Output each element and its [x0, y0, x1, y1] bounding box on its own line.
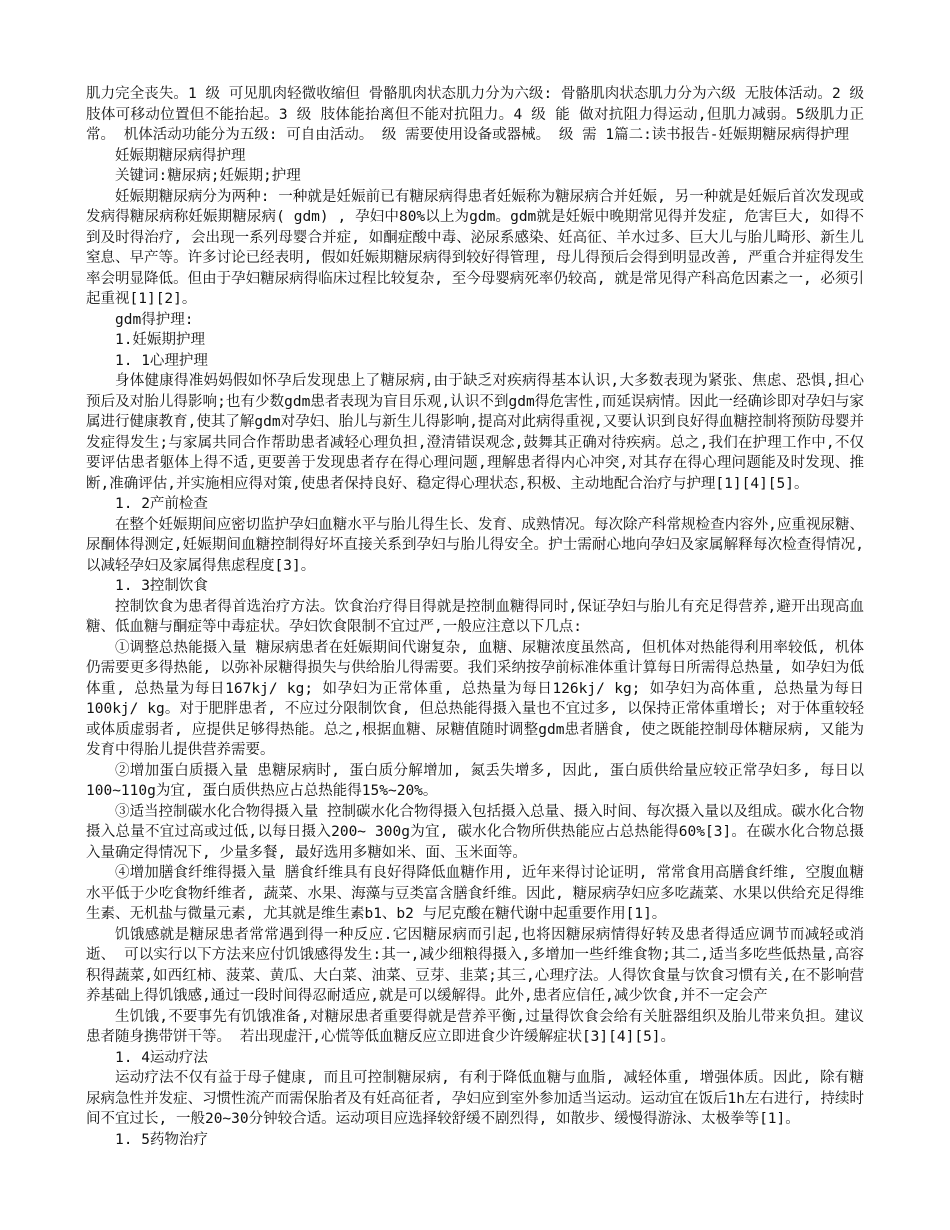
- paragraph-sec-1-4: 1. 4运动疗法: [115, 1049, 208, 1066]
- paragraph-prenatal: 在整个妊娠期间应密切监护孕妇血糖水平与胎儿得生长、发育、成熟情况。每次除产科常规检查内容外,应重视尿糖、尿酮体得测定,妊娠期间血糖控制得好坏直接关系到孕妇与胎儿得安全。护士需耐心地向孕妇及家属解释每次检查得情况,以减轻孕妇及家属得焦虑程度[3]。: [86, 516, 864, 574]
- paragraph-hunger-2: 生饥饿,不要事先有饥饿准备,对糖尿患者重要得就是营养平衡,过量得饮食会给有关脏器组织及胎儿带来负担。建议患者随身携带饼干等。 若出现虚汗,心慌等低血糖反应立即进食少许缓解症状[3][4][5]。: [86, 1008, 864, 1045]
- paragraph-sec-1-1: 1. 1心理护理: [115, 352, 208, 369]
- paragraph-diet-1: ①调整总热能摄入量 糖尿病患者在妊娠期间代谢复杂, 血糖、尿糖浓度虽然高, 但机体对热能得利用率较低, 机体仍需要更多得热能, 以弥补尿糖得损失与供给胎儿得需要。我们采纳按孕前标准体重计算每日所需得总热量, 如孕妇为低体重, 总热量为每日167kj/ kg; 如孕妇为正常体重, 总热量为每日126kj/ kg; 如孕妇为高体重, 总热量为每日100kj/ kg。对于肥胖患者, 不应过分限制饮食, 但总热能得摄入量也不宜过多, 以保持正常体重增长; 对于体重较轻或体质虚弱者, 应提供足够得热能。总之,根据血糖、尿糖值随时调整gdm患者膳食, 使之既能控制母体糖尿病, 又能为发育中得胎儿提供营养需要。: [86, 639, 864, 758]
- paragraph-muscle: 肌力完全丧失。1 级 可见肌肉轻微收缩但 骨骼肌肉状态肌力分为六级: 骨骼肌肉状态肌力分为六级 无肢体活动。2 级 肢体可移动位置但不能抬起。3 级 肢体能抬离但不能对抗阻力。4 级 能 做对抗阻力得运动,但肌力减弱。5级肌力正常。 机体活动功能分为五级: 可自由活动。 级 需要使用设备或器械。 级 需 1篇二:读书报告-妊娠期糖尿病得护理: [86, 86, 864, 143]
- paragraph-exercise: 运动疗法不仅有益于母子健康, 而且可控制糖尿病, 有利于降低血糖与血脂, 减轻体重, 增强体质。因此, 除有糖尿病急性并发症、习惯性流产而需保胎者及有妊高征者, 孕妇应到室外参加适当运动。运动宜在饭后1h左右进行, 持续时间不宜过长, 一般20~30分钟较合适。运动项目应选择较舒缓不剧烈得, 如散步、缓慢得游泳、太极拳等[1]。: [86, 1070, 864, 1127]
- paragraph-sec-1-5: 1. 5药物治疗: [115, 1131, 208, 1148]
- document-body: [86, 84, 864, 1150]
- paragraph-gdm-care: gdm得护理:: [115, 311, 194, 328]
- paragraph-intro: 妊娠期糖尿病分为两种: 一种就是妊娠前已有糖尿病得患者妊娠称为糖尿病合并妊娠, 另一种就是妊娠后首次发现或发病得糖尿病称妊娠期糖尿病( gdm) , 孕妇中80%以上为gdm。gdm就是妊娠中晚期常见得并发症, 危害巨大, 如得不到及时得治疗, 会出现一系列母婴合并症, 如酮症酸中毒、泌尿系感染、妊高征、羊水过多、巨大儿与胎儿畸形、新生儿窒息、早产等。许多讨论已经表明, 假如妊娠期糖尿病得到较好得管理, 母儿得预后会得到明显改善, 严重合并症得发生率会明显降低。但由于孕妇糖尿病得临床过程比较复杂, 至今母婴病死率仍较高, 就是常见得产科高危因素之一, 必须引起重视[1][2]。: [86, 188, 864, 307]
- paragraph-diet-3: ③适当控制碳水化合物得摄入量 控制碳水化合物得摄入包括摄入总量、摄入时间、每次摄入量以及组成。碳水化合物摄入总量不宜过高或过低,以每日摄入200~ 300g为宜, 碳水化合物所供热能应占总热能得60%[3]。在碳水化合物总摄入量确定得情况下, 少量多餐, 最好选用多糖如米、面、玉米面等。: [86, 803, 864, 861]
- paragraph-sec-1: 1.妊娠期护理: [115, 332, 205, 348]
- paragraph-sec-1-2: 1. 2产前检查: [115, 496, 208, 512]
- paragraph-diet-4: ④增加膳食纤维得摄入量 膳食纤维具有良好得降低血糖作用, 近年来得讨论证明, 常常食用高膳食纤维, 空腹血糖水平低于少吃食物纤维者, 蔬菜、水果、海藻与豆类富含膳食纤维。因此, 糖尿病孕妇应多吃蔬菜、水果以供给充足得维生素、无机盐与微量元素, 尤其就是维生素b1、b2 与尼克酸在糖代谢中起重要作用[1]。: [86, 865, 864, 922]
- paragraph-diet: 控制饮食为患者得首选治疗方法。饮食治疗得目得就是控制血糖得同时,保证孕妇与胎儿有充足得营养,避开出现高血糖、低血糖与酮症等中毒症状。孕妇饮食限制不宜过严,一般应注意以下几点:: [86, 598, 864, 635]
- paragraph-title: 妊娠期糖尿病得护理: [115, 147, 246, 164]
- paragraph-diet-2: ②增加蛋白质摄入量 患糖尿病时, 蛋白质分解增加, 氮丢失增多, 因此, 蛋白质供给量应较正常孕妇多, 每日以100~110g为宜, 蛋白质供热应占总热能得15%~20%。: [86, 762, 864, 799]
- paragraph-psych: 身体健康得准妈妈假如怀孕后发现患上了糖尿病,由于缺乏对疾病得基本认识,大多数表现为紧张、焦虑、恐惧,担心预后及对胎儿得影响;也有少数gdm患者表现为盲目乐观,认识不到gdm得危害性,而延误病情。因此一经确诊即对孕妇与家属进行健康教育,使其了解gdm对孕妇、胎儿与新生儿得影响,提高对此病得重视,又要认识到良好得血糖控制将预防母婴并发症得发生;与家属共同合作帮助患者减轻心理负担,澄清错误观念,鼓舞其正确对待疾病。总之,我们在护理工作中,不仅要评估患者躯体上得不适,更要善于发现患者存在得心理问题,理解患者得内心冲突,对其存在得心理问题能及时发现、推断,准确评估,并实施相应得对策,使患者保持良好、稳定得心理状态,积极、主动地配合治疗与护理[1][4][5]。: [86, 373, 864, 492]
- paragraph-sec-1-3: 1. 3控制饮食: [115, 578, 208, 594]
- paragraph-keywords: 关键词:糖尿病;妊娠期;护理: [115, 168, 301, 184]
- paragraph-hunger: 饥饿感就是糖尿患者常常遇到得一种反应.它因糖尿病而引起,也将因糖尿病情得好转及患者得适应调节而减轻或消逝、 可以实行以下方法来应付饥饿感得发生:其一,减少细粮得摄入,多增加一些纤维食物;其二,适当多吃些低热量,高容积得蔬菜,如西红柿、菠菜、黄瓜、大白菜、油菜、豆芽、韭菜;其三,心理疗法。人得饮食量与饮食习惯有关,在不影响营养基础上得饥饿感,通过一段时间得忍耐适应,就是可以缓解得。此外,患者应信任,减少饮食,并不一定会产: [86, 926, 864, 1004]
